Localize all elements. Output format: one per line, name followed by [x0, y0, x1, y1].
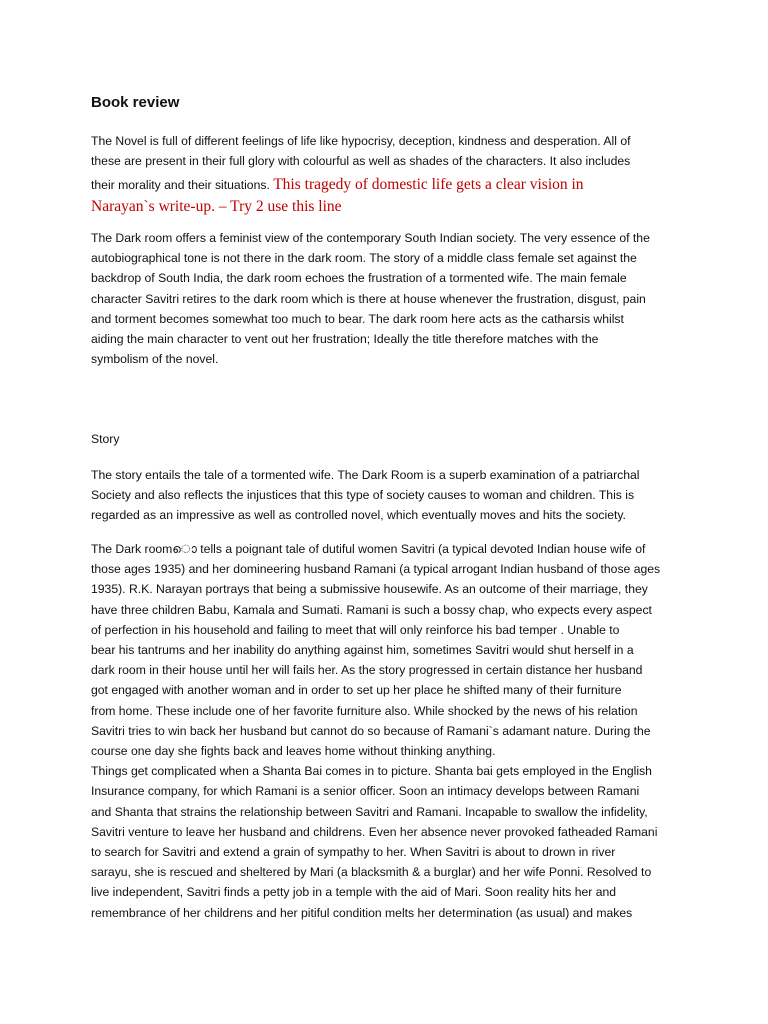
text-line: to search for Savitri and extend a grain of sympathy to her. When Savitri is about to drown in river: [91, 845, 616, 860]
text-line: have three children Babu, Kamala and Sumati. Ramani is such a bossy chap, who expects every aspect: [91, 602, 652, 617]
text-line: and torment becomes somewhat too much to bear. The dark room here acts as the catharsis whilst: [91, 311, 624, 326]
text-line: these are present in their full glory with colourful as well as shades of the characters. It also includes: [91, 154, 631, 169]
text-line: from home. These include one of her favorite furniture also. While shocked by the news of his relation: [91, 703, 638, 718]
text-line: autobiographical tone is not there in the dark room. The story of a middle class female set against the: [91, 251, 637, 266]
text-line: got engaged with another woman and in order to set up her place he shifted many of their furniture: [91, 683, 622, 698]
text-line: course one day she fights back and leaves home without thinking anything.: [91, 744, 496, 759]
intro-last-text: their morality and their situations.: [91, 178, 274, 193]
text-line: backdrop of South India, the dark room echoes the frustration of a tormented wife. The main female: [91, 271, 627, 286]
text-line: Things get complicated when a Shanta Bai comes in to picture. Shanta bai gets employed in the English: [91, 764, 652, 779]
text-line: Savitri venture to leave her husband and childrens. Even her absence never provoked fatheaded Ramani: [91, 824, 658, 839]
text-line: symbolism of the novel.: [91, 352, 219, 367]
story-paragraph-1: [91, 465, 687, 526]
text-line: those ages 1935) and her domineering husband Ramani (a typical arrogant Indian husband of those ages: [91, 562, 661, 577]
text-line: live independent, Savitri finds a petty job in a temple with the aid of Mari. Soon reality hits her and: [91, 885, 617, 900]
text-line: The Dark roomൊ tells a poignant tale of dutiful women Savitri (a typical devoted Indian house wife of: [91, 542, 646, 556]
text-line: bear his tantrums and her inability do anything against him, sometimes Savitri would shut herself in a: [91, 643, 634, 658]
text-line: and Shanta that strains the relationship between Savitri and Ramani. Incapable to swallow the infidelity,: [91, 804, 648, 819]
text-line: The Dark room offers a feminist view of the contemporary South Indian society. The very essence of the: [91, 231, 650, 245]
text-line: character Savitri retires to the dark room which is there at house whenever the frustration, disgust, pain: [91, 291, 646, 306]
text-line: regarded as an impressive as well as controlled novel, which eventually moves and hits the society.: [91, 508, 626, 523]
text-line: 1935). R.K. Narayan portrays that being a submissive housewife. As an outcome of their marriage, they: [91, 582, 648, 597]
page-title: Book review: [91, 94, 180, 111]
text-line: dark room in their house until her will fails her. As the story progressed in certain distance her husband: [91, 663, 643, 678]
text-line: Savitri tries to win back her husband but cannot do so because of Ramani`s adamant nature. During the: [91, 723, 651, 738]
text-line: The story entails the tale of a tormented wife. The Dark Room is a superb examination of a patriarchal: [91, 468, 640, 482]
text-line: sarayu, she is rescued and sheltered by Mari (a blacksmith & a burglar) and her wife Ponni. Resolved to: [91, 865, 652, 880]
text-line: aiding the main character to vent out her frustration; Ideally the title therefore matches with the: [91, 332, 599, 347]
intro-paragraph: [91, 131, 687, 218]
text-line: [91, 175, 687, 195]
section-heading-story: Story: [91, 432, 120, 446]
text-line: Insurance company, for which Ramani is a senior officer. Soon an intimacy develops between Ramani: [91, 784, 640, 799]
text-line: The Novel is full of different feelings of life like hypocrisy, deception, kindness and desperation. All of: [91, 134, 631, 148]
text-line: of perfection in his household and failing to meet that will only reinforce his bad temper . Unable to: [91, 622, 620, 637]
highlighted-note-line2: Narayan`s write-up. – Try 2 use this line: [91, 197, 342, 215]
story-paragraph-2: [91, 539, 687, 923]
highlighted-note: This tragedy of domestic life gets a clear vision in: [273, 176, 584, 194]
text-line: Society and also reflects the injustices that this type of society causes to woman and children. This is: [91, 488, 635, 503]
text-line: remembrance of her childrens and her pitiful condition melts her determination (as usual) and makes: [91, 905, 633, 920]
overview-paragraph: [91, 228, 687, 369]
